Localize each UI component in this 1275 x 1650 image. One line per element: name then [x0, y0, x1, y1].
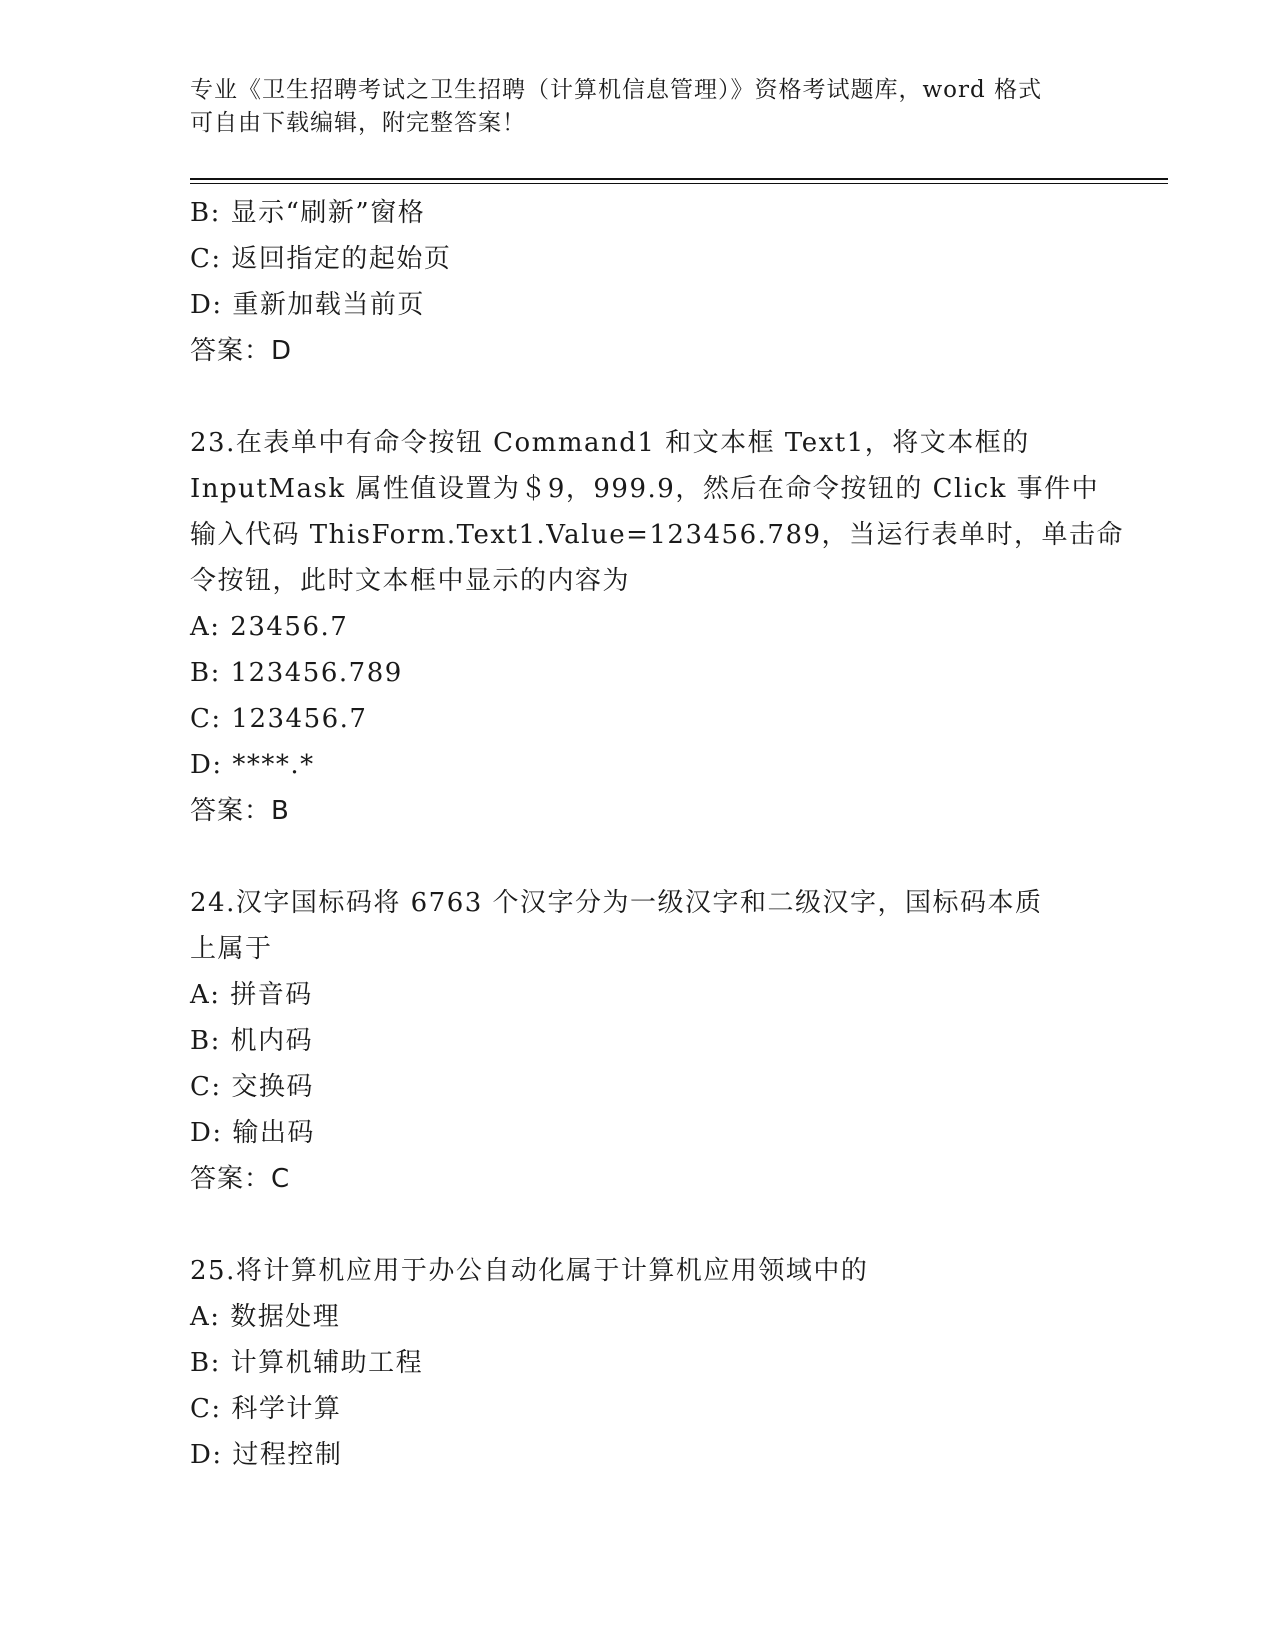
option-b: B: 123456.789 — [190, 658, 403, 688]
question-stem-line: 24.汉字国标码将 6763 个汉字分为一级汉字和二级汉字，国标码本质 — [190, 888, 1043, 918]
header-divider-thin — [190, 183, 1168, 184]
option-c: C: 科学计算 — [190, 1394, 342, 1424]
answer-line: 答案：C — [190, 1164, 291, 1194]
header-divider-thick — [190, 178, 1168, 180]
option-a: A: 拼音码 — [190, 980, 313, 1010]
option-b: B: 显示“刷新”窗格 — [190, 198, 426, 228]
question-stem-line: 上属于 — [190, 934, 273, 964]
question-24 — [190, 880, 1090, 1202]
question-stem-line: 25.将计算机应用于办公自动化属于计算机应用领域中的 — [190, 1256, 869, 1286]
question-list — [190, 190, 1125, 1478]
question-23 — [190, 420, 1125, 834]
document-header — [190, 74, 1090, 140]
option-d: D: 过程控制 — [190, 1440, 343, 1470]
option-d: D: ****.* — [190, 750, 315, 780]
header-line-1: 专业《卫生招聘考试之卫生招聘（计算机信息管理）》资格考试题库，word 格式 — [190, 77, 1043, 103]
option-a: A: 数据处理 — [190, 1302, 341, 1332]
header-line-2: 可自由下载编辑，附完整答案！ — [190, 110, 526, 136]
option-d: D: 输出码 — [190, 1118, 315, 1148]
option-b: B: 机内码 — [190, 1026, 314, 1056]
option-d: D: 重新加载当前页 — [190, 290, 425, 320]
question-25 — [190, 1248, 1090, 1478]
question-stem-line: 令按钮，此时文本框中显示的内容为 — [190, 566, 631, 596]
option-a: A: 23456.7 — [190, 612, 349, 642]
option-c: C: 123456.7 — [190, 704, 368, 734]
answer-line: 答案：D — [190, 336, 293, 366]
option-b: B: 计算机辅助工程 — [190, 1348, 424, 1378]
option-c: C: 返回指定的起始页 — [190, 244, 452, 274]
question-stem-line: 输入代码 ThisForm.Text1.Value=123456.789，当运行表单时，单击命 — [190, 520, 1125, 550]
question-22-tail — [190, 190, 1090, 374]
question-stem-line: 23.在表单中有命令按钮 Command1 和文本框 Text1，将文本框的 — [190, 428, 1030, 458]
option-c: C: 交换码 — [190, 1072, 314, 1102]
question-stem-line: InputMask 属性值设置为＄9，999.9，然后在命令按钮的 Click 事件中 — [190, 474, 1100, 504]
answer-line: 答案：B — [190, 796, 290, 826]
